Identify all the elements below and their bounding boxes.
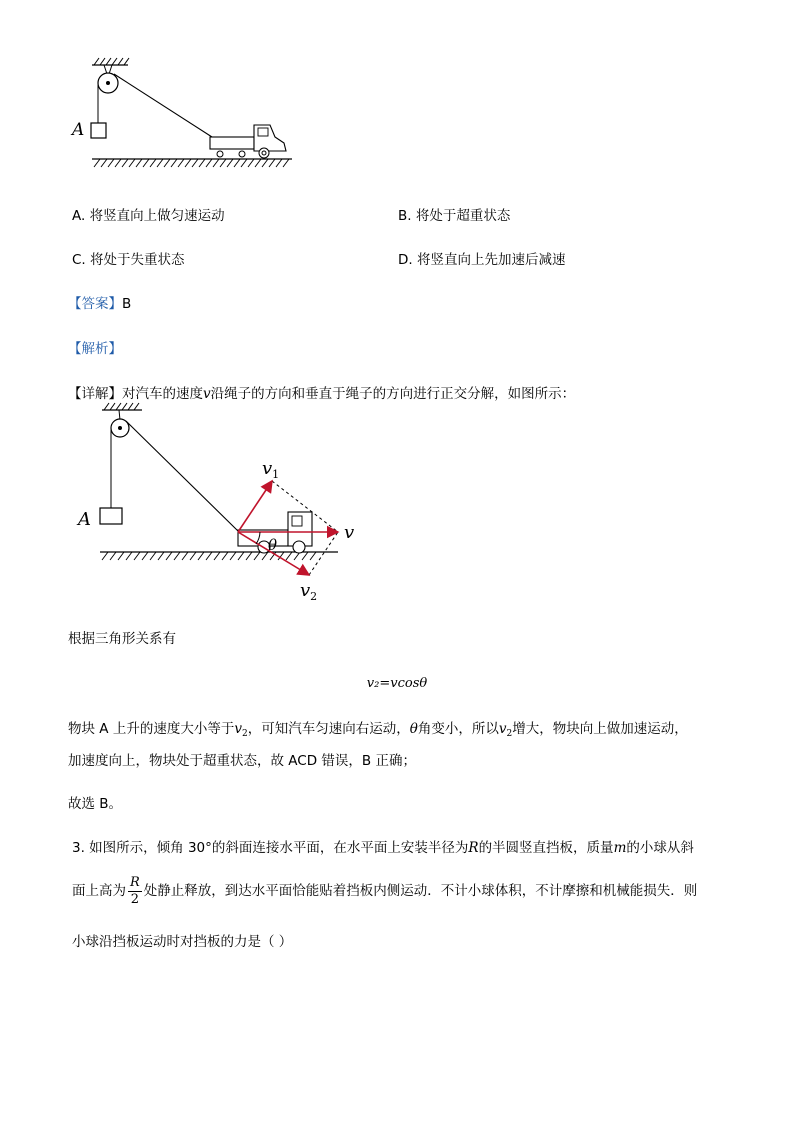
answer-tag: 【答案】 <box>68 296 122 312</box>
q3-line-3: 小球沿挡板运动时对挡板的力是（ ） <box>72 934 293 950</box>
figure-pulley-truck <box>70 55 300 173</box>
explain-1b: ，可知汽车匀速向右运动， <box>247 721 410 737</box>
detail-var-v: v <box>203 386 211 402</box>
explain-1theta: θ <box>409 721 418 737</box>
option-a: A. 将竖直向上做匀速运动 <box>72 208 225 224</box>
explain-1a: 物块 A 上升的速度大小等于 <box>68 721 235 737</box>
q3-1c: 的小球从斜 <box>626 840 694 856</box>
explain-line-2: 加速度向上，物块处于超重状态，故 ACD 错误，B 正确； <box>68 753 416 769</box>
detail-tag: 【详解】 <box>68 386 122 402</box>
q3-line-1 <box>72 838 694 858</box>
option-d: D. 将竖直向上先加速后减速 <box>398 252 566 268</box>
figure1-label-a: A <box>72 120 85 140</box>
explain-1c: 角变小，所以 <box>417 721 499 737</box>
detail-text-post: 沿绳子的方向和垂直于绳子的方向进行正交分解，如图所示： <box>210 386 576 402</box>
figure2-label-v: v <box>344 522 355 543</box>
figure-vector-decomposition <box>76 398 376 608</box>
option-c: C. 将处于失重状态 <box>72 252 185 268</box>
analysis-tag: 【解析】 <box>68 341 122 357</box>
q3-fraction: $\frac{R}{2}$ <box>130 874 140 907</box>
explain-1d: 增大，物块向上做加速运动， <box>512 721 688 737</box>
answer-value: B <box>122 296 132 312</box>
explain-1v: $v_2$ <box>234 721 248 739</box>
q3-2b: 处静止释放，到达水平面恰能贴着挡板内侧运动．不计小球体积，不计摩擦和机械能损失．则 <box>143 883 698 899</box>
explain-line-3: 故选 B。 <box>68 796 123 812</box>
relation-intro: 根据三角形关系有 <box>68 631 176 647</box>
answer-line <box>68 294 131 314</box>
explain-1v2: $v_2$ <box>498 721 513 739</box>
figure2-label-a: A <box>78 509 91 530</box>
figure2-label-v2: $v_2$ <box>300 580 318 603</box>
q3-var-r: R <box>468 840 479 856</box>
figure2-label-v1: $v_1$ <box>262 458 280 481</box>
q3-var-m: m <box>613 840 627 856</box>
q3-1a: 3. 如图所示，倾角 30°的斜面连接水平面，在水平面上安装半径为 <box>72 840 469 856</box>
relation-formula: v₂=vcosθ <box>366 676 428 691</box>
explain-line-1 <box>68 719 688 744</box>
q3-1b: 的半圆竖直挡板，质量 <box>478 840 614 856</box>
figure2-label-theta: θ <box>268 536 278 554</box>
detail-text-pre: 对汽车的速度 <box>122 386 203 402</box>
option-b: B. 将处于超重状态 <box>398 208 511 224</box>
q3-line-2 <box>72 874 697 908</box>
q3-2a: 面上高为 <box>72 883 126 899</box>
